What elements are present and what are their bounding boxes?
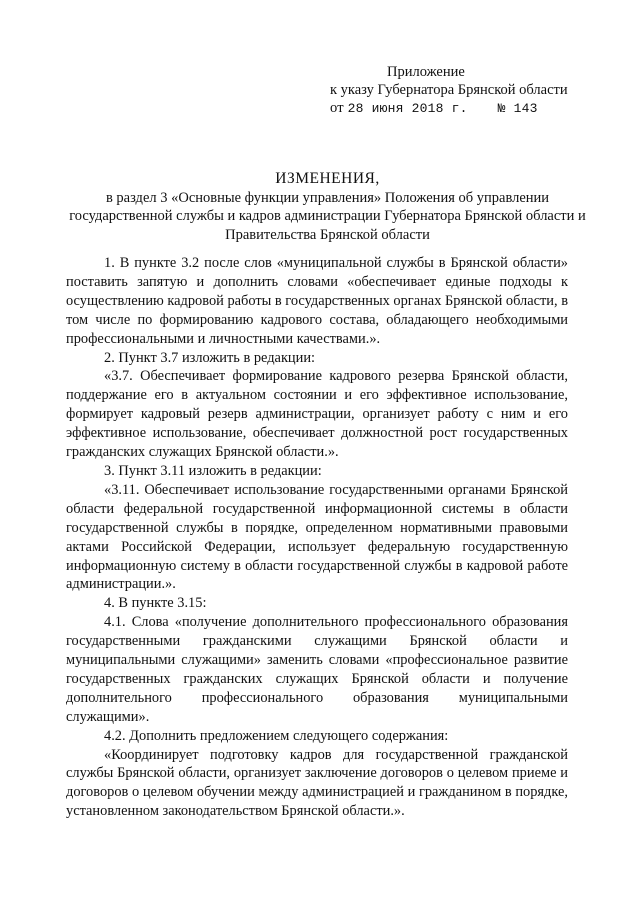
appendix-header <box>330 63 590 118</box>
document-body <box>66 254 568 821</box>
appendix-number: № 143 <box>497 101 538 116</box>
appendix-date-prefix: от <box>330 100 348 116</box>
appendix-date-number <box>330 99 590 118</box>
paragraph-3: 3. Пункт 3.11 изложить в редакции: <box>104 462 322 479</box>
appendix-date: 28 июня 2018 г. <box>347 101 468 116</box>
paragraph-2: 2. Пункт 3.7 изложить в редакции: <box>104 349 316 366</box>
paragraph-4-1: 4.1. Слова «получение дополнительного профессионального образования государственными гражданскими служащими Брянской области и муниципальными служащими» заменить словами «профессиональное развитие государственных гражданских служащих Брянской области и получение дополнительного профессионального образования муниципальными служащими». <box>66 614 568 725</box>
paragraph-4-2-text: «Координирует подготовку кадров для государственной гражданской службы Брянской области, организует заключение договоров о целевом приеме и договоров о целевом обучении между администрацией и гражданином в порядке, установленном законодательством Брянской области.». <box>66 746 568 820</box>
appendix-label: Приложение <box>387 64 465 80</box>
paragraph-3-7-text: «3.7. Обеспечивает формирование кадрового резерва Брянской области, поддержание его в актуальном состоянии и его эффективное использование, формирует кадровый резерв администрации, организует работу с ним и его эффективное использование, обеспечивает должностной рост государственных гражданских служащих Брянской области.». <box>66 368 568 461</box>
document-title <box>60 170 595 244</box>
document-heading: ИЗМЕНЕНИЯ, <box>275 170 380 187</box>
appendix-decree-ref: к указу Губернатора Брянской области <box>330 82 568 98</box>
paragraph-3-11-text: «3.11. Обеспечивает использование государственными органами Брянской области федеральной государственной информационной системы в области государственной службы в порядке, определенном нормативными правовыми актами Российской Федерации, использует федеральную государственную информационную систему в области государственной службы в кадровой работе администрации.». <box>66 481 568 593</box>
paragraph-1: 1. В пункте 3.2 после слов «муниципальной службы в Брянской области» поставить запятую и дополнить словами «обеспечивает единые подходы к осуществлению кадровой работы в государственных органах Брянской области, в том числе по формированию кадрового состава, обладающего необходимыми профессиональными и личностными качествами.». <box>66 255 568 347</box>
document-subtitle: в раздел 3 «Основные функции управления» Положения об управлении государственной службы и кадров администрации Губернатора Брянской области и Правительства Брянской области <box>69 189 586 243</box>
paragraph-4: 4. В пункте 3.15: <box>104 595 207 612</box>
paragraph-4-2: 4.2. Дополнить предложением следующего содержания: <box>104 727 449 744</box>
